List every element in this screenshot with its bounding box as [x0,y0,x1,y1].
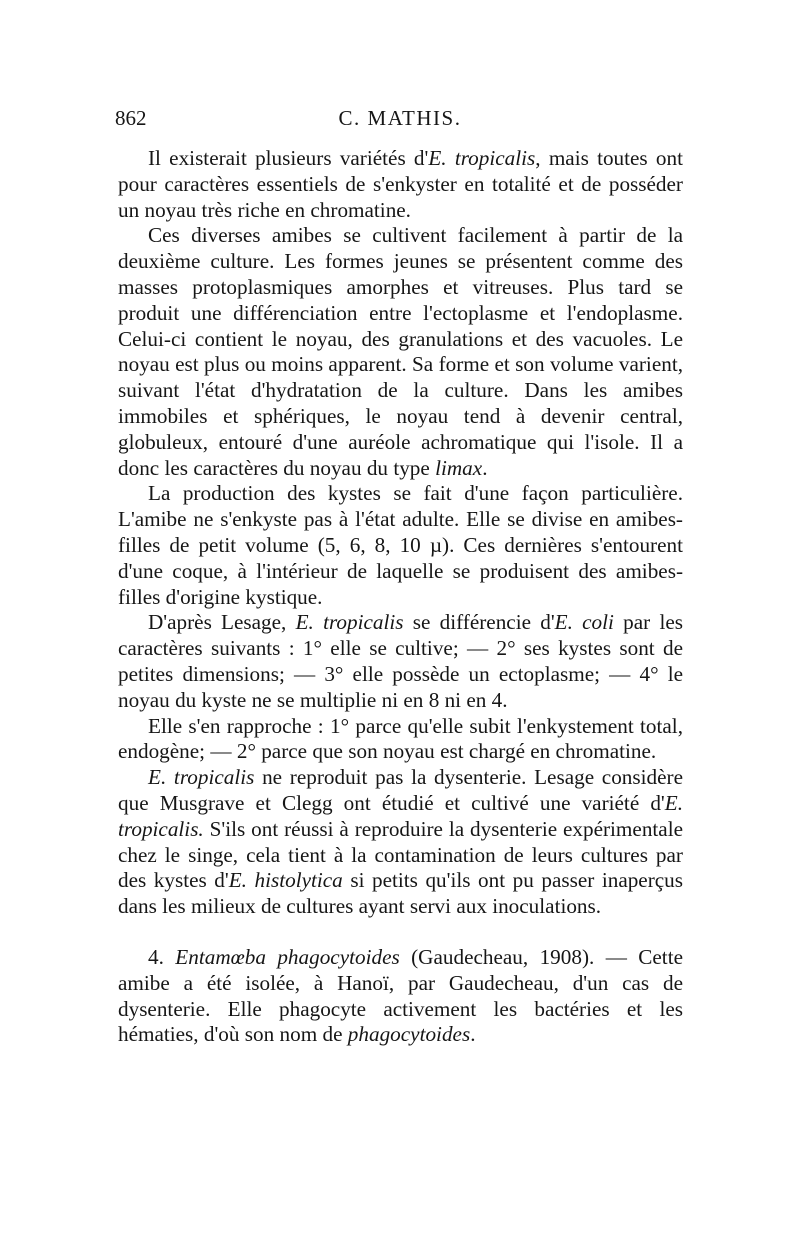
text-run: par les caractères suivants : 1° elle se cultive; — 2° ses kystes sont de petites dimensions; — 3° elle possède un ectoplasme; — 4° le noyau du kyste ne se multiplie ni en 8 ni en 4. [118,610,683,712]
text-run: D'après Lesage, [148,610,296,635]
italic-text: limax [435,455,483,480]
text-run: ne reproduit pas la dysenterie. Lesage considère que Musgrave et Clegg ont étudié et cultivé une variété d' [118,765,683,815]
page-header [115,106,685,136]
paragraph [118,223,683,481]
text-run: S'ils ont réussi à reproduire la dysenterie expérimentale chez le singe, cela tient à la contamination de leurs cultures par des kystes d' [118,816,683,893]
text-run: La production des kystes se fait d'une façon particulière. L'amibe ne s'enkyste pas à l'état adulte. Elle se divise en amibes-filles de petit volume (5, 6, 8, 10 µ). Ces dernières s'entourent d'une coque, à l'intérieur de laquelle se produisent des amibes-filles d'origine kystique. [118,481,683,609]
text-run: . [482,455,488,480]
italic-text: E. coli [554,610,614,635]
text-run: Elle s'en rapproche : 1° parce qu'elle subit l'enkystement total, endogène; — 2° parce que son noyau est chargé en chromatine. [118,713,683,764]
italic-text: E. tropicalis [428,146,536,170]
paragraph [118,481,683,610]
text-run: se différencie d' [403,610,555,635]
italic-text: E. tropicalis. [118,790,683,841]
paragraph [118,765,683,920]
text-run: Ces diverses amibes se cultivent facilement à partir de la deuxième culture. Les formes jeunes se présentent comme des masses protoplasmiques amorphes et vitreuses. Plus tard se produit une différenciation entre l'ectoplasme et l'endoplasme. Celui-ci contient le noyau, des granulations et des vacuoles. Le noyau est plus ou moins apparent. Sa forme et son volume varient, suivant l'état d'hydratation de la culture. Dans les amibes immobiles et sphériques, le noyau tend à devenir central, globuleux, entouré d'une auréole achromatique qui l'isole. Il a donc les caractères du noyau du type [118,223,683,480]
italic-text: E. tropicalis [295,610,404,635]
paragraph [118,714,683,766]
text-run: si petits qu'ils ont pu passer inaperçus dans les milieux de cultures ayant servi aux inoculations. [118,868,684,919]
italic-text: E. tropicalis [148,765,255,790]
text-run: , mais toutes ont pour caractères essentiels de s'enkyster en totalité et de posséder un noyau très riche en chromatine. [118,146,683,222]
body-text [118,146,683,1048]
paragraph [118,945,683,1048]
text-run: . [470,1022,476,1047]
paragraph [118,610,683,713]
text-run: (Gaudecheau, 1908). — Cette amibe a été isolée, à Hanoï, par Gaudecheau, d'un cas de dysenterie. Elle phagocyte activement les bactéries et les hématies, d'où son nom de [118,944,683,1047]
paragraph [118,146,683,223]
italic-text: Entamœba phagocytoides [175,944,400,969]
italic-text: E. histolytica [228,868,343,893]
text-run: 4. [148,944,176,969]
page-number: 862 [115,106,147,130]
italic-text: phagocytoides [347,1022,471,1047]
running-head: C. MATHIS. [338,106,462,130]
text-run: Il existerait plusieurs variétés d' [148,146,429,170]
